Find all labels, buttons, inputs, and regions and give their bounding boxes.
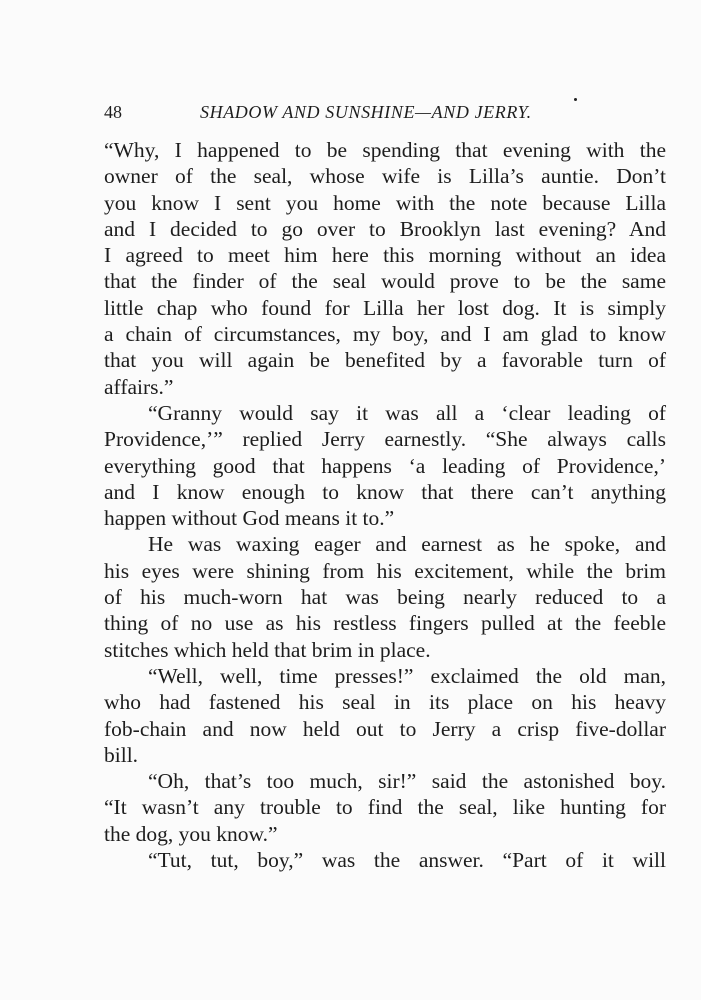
text-line: a chain of circumstances, my boy, and I am glad to know [104,322,666,347]
text-line: “Why, I happened to be spending that evening with the [104,138,666,162]
text-line: happen without God means it to.” [104,506,395,531]
text-line: “Oh, that’s too much, sir!” said the astonished boy. [148,769,666,794]
text-line: the dog, you know.” [104,821,278,846]
text-line: that the finder of the seal would prove to be the same [104,269,666,294]
page-number: 48 [104,102,122,122]
text-line: Providence,’” replied Jerry earnestly. “She always calls [104,427,666,452]
body-text [104,137,666,873]
text-line: little chap who found for Lilla her lost dog. It is simply [104,295,666,320]
text-line: bill. [104,742,139,767]
running-title: SHADOW AND SUNSHINE—AND JERRY. [200,102,532,122]
text-line: “Well, well, time presses!” exclaimed the old man, [148,663,666,688]
text-line: stitches which held that brim in place. [104,637,431,662]
text-line: everything good that happens ‘a leading of Providence,’ [104,453,666,478]
text-line: you know I sent you home with the note because Lilla [104,190,666,215]
text-line: who had fastened his seal in its place on his heavy [104,690,666,715]
text-line: that you will again be benefited by a favorable turn of [104,348,666,373]
text-line: “Granny would say it was all a ‘clear leading of [148,400,666,425]
text-line: thing of no use as his restless fingers pulled at the feeble [104,611,666,636]
text-line: “Tut, tut, boy,” was the answer. “Part of it will [148,848,666,873]
text-line: and I know enough to know that there can’t anything [104,479,666,504]
page-header [104,98,584,128]
text-line: “It wasn’t any trouble to find the seal, like hunting for [104,795,666,820]
text-line: He was waxing eager and earnest as he spoke, and [148,532,666,557]
text-line: his eyes were shining from his excitement, while the brim [104,558,666,583]
text-line: owner of the seal, whose wife is Lilla’s auntie. Don’t [104,164,666,189]
text-line: and I decided to go over to Brooklyn last evening? And [104,216,666,241]
text-line: affairs.” [104,374,174,399]
text-line: of his much-worn hat was being nearly reduced to a [104,585,666,610]
text-line: I agreed to meet him here this morning without an idea [104,243,666,268]
text-line: fob-chain and now held out to Jerry a crisp five-dollar [104,716,666,741]
printed-dot-mark [574,98,577,101]
